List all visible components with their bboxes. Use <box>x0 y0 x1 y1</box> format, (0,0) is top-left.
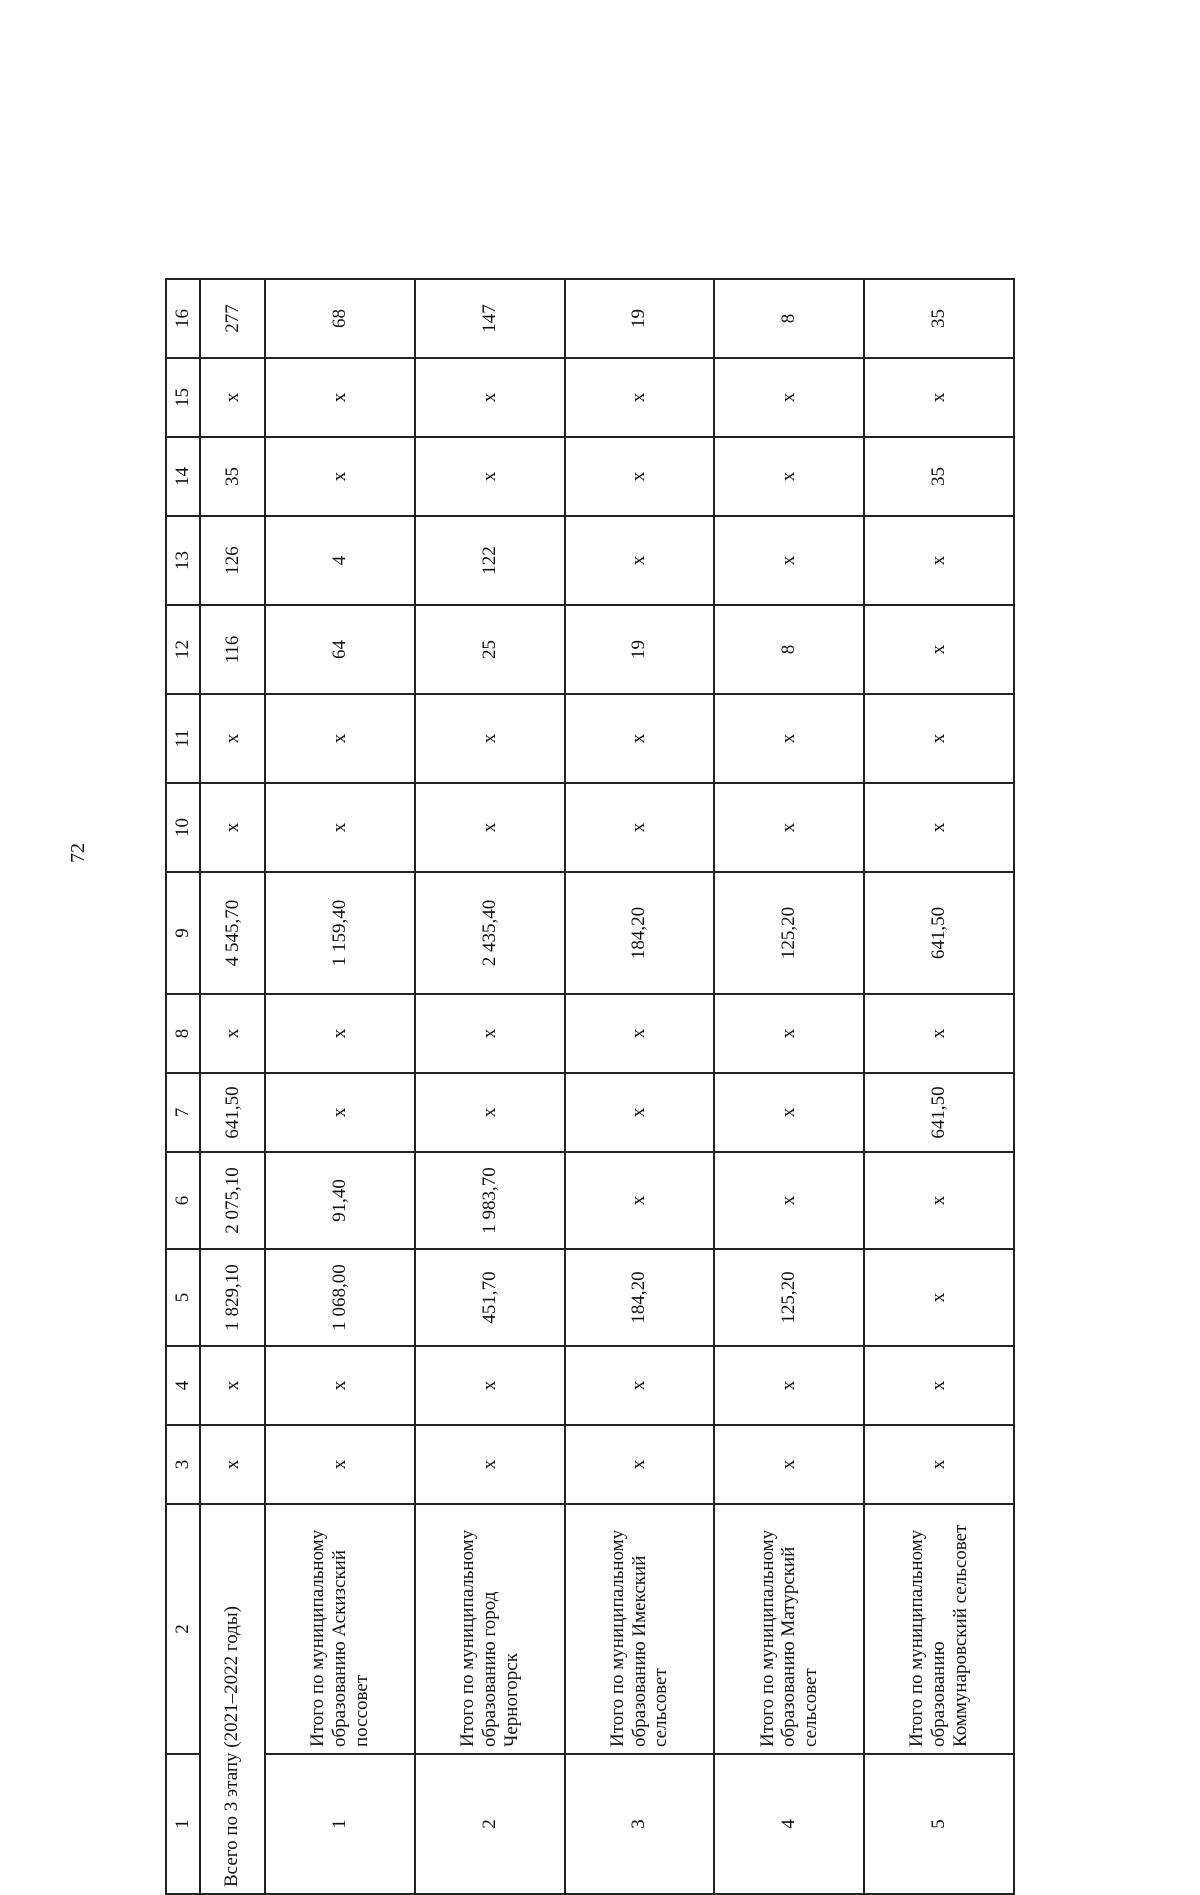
total-cell: 126 <box>200 516 265 605</box>
column-header: 15 <box>166 358 200 437</box>
table-cell: x <box>864 358 1014 437</box>
table-cell: x <box>864 1346 1014 1425</box>
table-wrapper <box>165 304 1015 1895</box>
page-number: 72 <box>66 843 89 863</box>
table-cell: x <box>265 783 415 872</box>
table-cell: x <box>565 1152 715 1249</box>
total-cell: 4 545,70 <box>200 872 265 994</box>
row-number: 2 <box>415 1754 565 1894</box>
column-header: 12 <box>166 605 200 694</box>
row-name: Итого по муниципальному образованию Матурский сельсовет <box>714 1504 864 1754</box>
table-cell: 451,70 <box>415 1249 565 1346</box>
column-header: 11 <box>166 694 200 783</box>
table-cell: x <box>714 783 864 872</box>
total-cell: 277 <box>200 279 265 358</box>
table-cell: 68 <box>265 279 415 358</box>
header-row <box>166 279 200 1894</box>
table-cell: x <box>265 1073 415 1152</box>
table-cell: 8 <box>714 605 864 694</box>
table-cell: 1 068,00 <box>265 1249 415 1346</box>
column-header: 16 <box>166 279 200 358</box>
table-row <box>565 279 715 1894</box>
table-cell: x <box>265 1346 415 1425</box>
table-cell: x <box>864 516 1014 605</box>
table-cell: x <box>565 1425 715 1504</box>
row-name: Итого по муниципальному образованию Имекский сельсовет <box>565 1504 715 1754</box>
column-header: 1 <box>166 1754 200 1894</box>
table-cell: 1 983,70 <box>415 1152 565 1249</box>
row-number: 1 <box>265 1754 415 1894</box>
table-cell: 25 <box>415 605 565 694</box>
table-cell: x <box>415 994 565 1073</box>
table-cell: x <box>864 694 1014 783</box>
table-cell: x <box>714 1346 864 1425</box>
table-cell: 2 435,40 <box>415 872 565 994</box>
table-cell: x <box>864 605 1014 694</box>
table-cell: x <box>565 1346 715 1425</box>
table-cell: 19 <box>565 605 715 694</box>
table-cell: x <box>714 1425 864 1504</box>
table-cell: 184,20 <box>565 1249 715 1346</box>
table-cell: 125,20 <box>714 872 864 994</box>
table-cell: x <box>415 1425 565 1504</box>
column-header: 14 <box>166 437 200 516</box>
column-header: 10 <box>166 783 200 872</box>
column-header: 7 <box>166 1073 200 1152</box>
table-cell: 8 <box>714 279 864 358</box>
table-cell: x <box>714 437 864 516</box>
table-row <box>714 279 864 1894</box>
data-table <box>165 278 1015 1895</box>
column-header: 2 <box>166 1504 200 1754</box>
row-number: 3 <box>565 1754 715 1894</box>
total-cell: x <box>200 994 265 1073</box>
table-cell: x <box>714 994 864 1073</box>
row-number: 4 <box>714 1754 864 1894</box>
table-cell: 91,40 <box>265 1152 415 1249</box>
table-row <box>415 279 565 1894</box>
table-cell: x <box>415 1346 565 1425</box>
total-cell: 116 <box>200 605 265 694</box>
total-row-label: Всего по 3 этапу (2021–2022 годы) <box>200 1504 265 1894</box>
table-cell: 35 <box>864 279 1014 358</box>
table-cell: x <box>714 1152 864 1249</box>
table-cell: 641,50 <box>864 872 1014 994</box>
table-cell: 184,20 <box>565 872 715 994</box>
table-cell: x <box>864 783 1014 872</box>
table-cell: x <box>565 437 715 516</box>
table-cell: 125,20 <box>714 1249 864 1346</box>
table-cell: 147 <box>415 279 565 358</box>
total-cell: 35 <box>200 437 265 516</box>
row-name: Итого по муниципальному образованию Коммунаровский сельсовет <box>864 1504 1014 1754</box>
table-cell: x <box>565 994 715 1073</box>
table-cell: x <box>265 437 415 516</box>
table-cell: x <box>864 1152 1014 1249</box>
table-cell: 64 <box>265 605 415 694</box>
table-cell: x <box>565 1073 715 1152</box>
column-header: 5 <box>166 1249 200 1346</box>
table-row <box>265 279 415 1894</box>
table-cell: x <box>265 694 415 783</box>
table-cell: x <box>265 994 415 1073</box>
total-cell: x <box>200 1346 265 1425</box>
table-cell: x <box>265 358 415 437</box>
table-cell: x <box>714 1073 864 1152</box>
table-cell: x <box>864 1425 1014 1504</box>
column-header: 13 <box>166 516 200 605</box>
table-cell: 4 <box>265 516 415 605</box>
total-cell: x <box>200 358 265 437</box>
column-header: 9 <box>166 872 200 994</box>
table-cell: 35 <box>864 437 1014 516</box>
table-cell: x <box>415 1073 565 1152</box>
total-cell: 2 075,10 <box>200 1152 265 1249</box>
column-header: 8 <box>166 994 200 1073</box>
table-cell: x <box>415 694 565 783</box>
column-header: 6 <box>166 1152 200 1249</box>
table-row <box>864 279 1014 1894</box>
table-cell: x <box>565 516 715 605</box>
table-cell: x <box>415 783 565 872</box>
table-cell: x <box>864 1249 1014 1346</box>
row-number: 5 <box>864 1754 1014 1894</box>
table-cell: x <box>415 358 565 437</box>
total-cell: x <box>200 1425 265 1504</box>
table-cell: x <box>714 694 864 783</box>
table-cell: x <box>864 994 1014 1073</box>
total-row <box>200 279 265 1894</box>
table-cell: x <box>265 1425 415 1504</box>
table-cell: x <box>714 358 864 437</box>
total-cell: 1 829,10 <box>200 1249 265 1346</box>
table-cell: x <box>565 694 715 783</box>
table-cell: 641,50 <box>864 1073 1014 1152</box>
total-cell: x <box>200 694 265 783</box>
table-cell: x <box>415 437 565 516</box>
total-cell: 641,50 <box>200 1073 265 1152</box>
total-cell: x <box>200 783 265 872</box>
table-cell: x <box>565 783 715 872</box>
row-name: Итого по муниципальному образованию Аскизский поссовет <box>265 1504 415 1754</box>
column-header: 4 <box>166 1346 200 1425</box>
table-cell: 19 <box>565 279 715 358</box>
table-cell: x <box>565 358 715 437</box>
table-cell: 122 <box>415 516 565 605</box>
row-name: Итого по муниципальному образованию город Черногорск <box>415 1504 565 1754</box>
table-cell: x <box>714 516 864 605</box>
column-header: 3 <box>166 1425 200 1504</box>
table-cell: 1 159,40 <box>265 872 415 994</box>
